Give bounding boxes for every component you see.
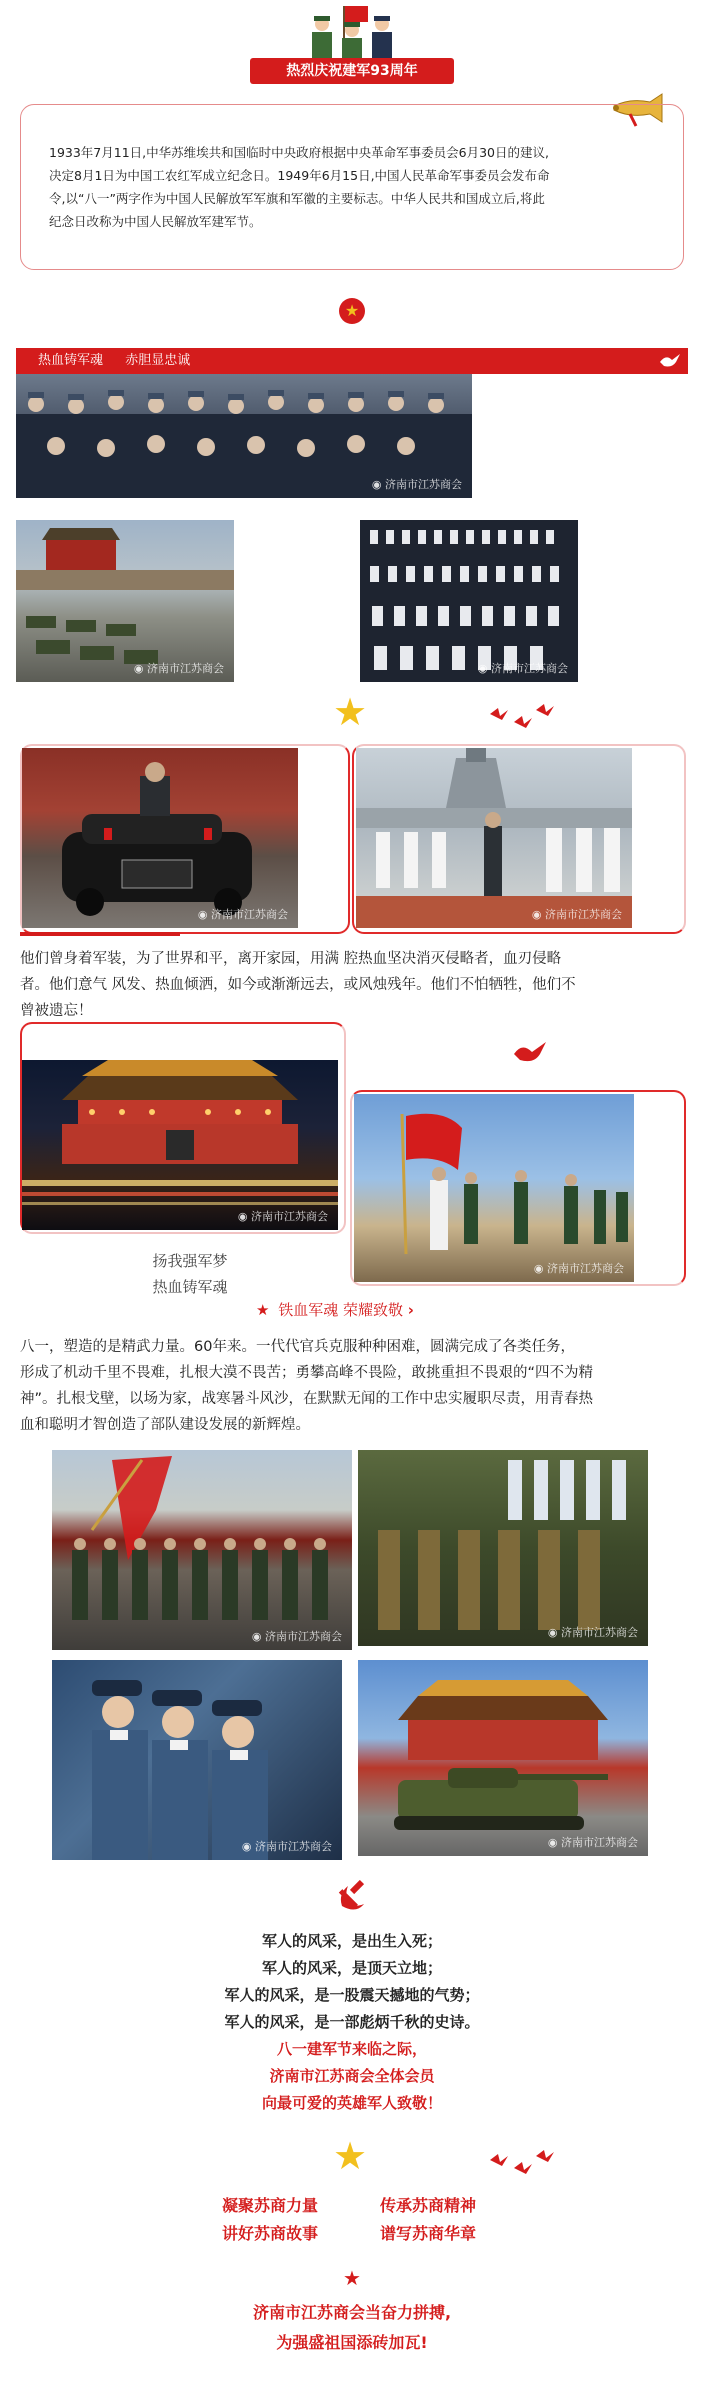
poem-red-line: 八一建军节来临之际，: [276, 2040, 427, 2058]
watermark: ◉ 济南市江苏商会: [198, 906, 288, 922]
paragraph-line: 神”。扎根戈壁，以场为家，战寒暑斗风沙，在默默无闻的工作中忠实履职尽责，用青春热: [20, 1391, 594, 1407]
header-soldiers-graphic: [300, 6, 404, 62]
red-birds-icon: [486, 2146, 556, 2182]
paragraph-2: [20, 1334, 690, 1438]
slogan-line: 谱写苏商华章: [379, 2224, 476, 2243]
poem-line: 军人的风采，是一股震天撼地的气势；: [224, 1986, 480, 2004]
closing-line: 为强盛祖国添砖加瓦!: [276, 2333, 428, 2352]
paragraph-line: 八一，塑造的是精武力量。60年来。一代代官兵克服种种困难，圆满完成了各类任务，: [20, 1339, 575, 1355]
intro-box: [20, 104, 684, 270]
poem-red-line: 济南市江苏商会全体会员: [269, 2067, 435, 2085]
tiananmen-night-photo: [22, 1060, 338, 1230]
watermark: ◉ 济南市江苏商会: [548, 1624, 638, 1640]
intro-line: 1933年7月11日,中华苏维埃共和国临时中央政府根据中央革命军事委员会6月30日的建议,: [49, 145, 549, 160]
poem-line: 军人的风采，是出生入死；: [261, 1932, 442, 1950]
closing-line: 济南市江苏商会当奋力拼搏,: [252, 2303, 452, 2322]
star-badge-icon: ★: [339, 298, 365, 324]
red-star-icon: ★: [343, 2266, 361, 2290]
poem-line: 军人的风采，是一部彪炳千秋的史诗。: [224, 2013, 480, 2031]
closing-block: [150, 2298, 554, 2358]
watermark: ◉ 济南市江苏商会: [372, 476, 462, 492]
watermark: ◉ 济南市江苏商会: [548, 1834, 638, 1850]
slogan-line: 讲好苏商故事: [221, 2224, 318, 2243]
watermark: ◉ 济南市江苏商会: [534, 1260, 624, 1276]
poem-red-line: 向最可爱的英雄军人致敬！: [261, 2094, 442, 2112]
caption-line: 热血铸军魂: [152, 1278, 228, 1296]
flag-guard-photo: [354, 1094, 634, 1282]
watermark: ◉ 济南市江苏商会: [238, 1208, 328, 1224]
section-header-left: 热血铸军魂: [38, 353, 104, 368]
navy-ship-review-photo: [356, 748, 632, 928]
intro-line: 决定8月1日为中国工农红军成立纪念日。1949年6月15日,中国人民革命军事委员会发布命: [49, 168, 550, 183]
chevron-right-icon: ›: [407, 1301, 414, 1319]
red-birds-icon: [486, 700, 556, 736]
paragraph-line: 形成了机动千里不畏难，扎根大漠不畏苦；勇攀高峰不畏险，敢挑重担不畏艰的“四不为精: [20, 1365, 594, 1381]
red-dove-icon: [512, 1040, 548, 1066]
red-accent-bar: [20, 932, 180, 936]
tank-tiananmen-photo: [358, 1660, 648, 1856]
section-header-right: 赤胆显忠诚: [125, 353, 191, 368]
camo-march-photo: [358, 1450, 648, 1646]
marching-soldiers-photo: [52, 1450, 352, 1650]
watermark: ◉ 济南市江苏商会: [532, 906, 622, 922]
poem-block: [100, 1928, 604, 2117]
banner-title: 热烈庆祝建军93周年: [250, 58, 454, 84]
intro-line: 纪念日改称为中国人民解放军建军节。: [49, 214, 262, 229]
section-tag: [256, 1298, 456, 1322]
poem-line: 军人的风采，是顶天立地；: [261, 1959, 442, 1977]
gold-star-icon: ★: [332, 690, 368, 734]
paragraph-1: [20, 946, 690, 1024]
female-soldiers-photo: [52, 1660, 342, 1860]
watermark: ◉ 济南市江苏商会: [242, 1838, 332, 1854]
dove-icon: [658, 352, 682, 370]
tank-parade-photo: [16, 520, 234, 682]
navy-troops-photo: [16, 374, 472, 498]
paragraph-line: 曾被遗忘！: [20, 1003, 93, 1019]
intro-line: 令,以“八一”两字作为中国人民解放军军旗和军徽的主要标志。中华人民共和国成立后,将此: [49, 191, 545, 206]
hammer-sickle-icon: [334, 1880, 368, 1914]
slogans-left: [200, 2192, 340, 2248]
paragraph-line: 血和聪明才智创造了部队建设发展的新辉煌。: [20, 1417, 310, 1433]
photo-caption: [90, 1248, 290, 1300]
tag-star-icon: ★: [256, 1301, 270, 1319]
caption-line: 扬我强军梦: [152, 1252, 228, 1270]
leader-car-photo: [22, 748, 298, 928]
slogans-right: [358, 2192, 498, 2248]
paragraph-line: 他们曾身着军装，为了世界和平，离开家园，用满 腔热血坚决消灭侵略者，血刃侵略: [20, 951, 562, 967]
slogan-line: 凝聚苏商力量: [221, 2196, 318, 2215]
paragraph-line: 者。他们意气 风发、热血倾洒，如今或渐渐远去，或风烛残年。他们不怕牺牲，他们不: [20, 977, 576, 993]
watermark: ◉ 济南市江苏商会: [252, 1628, 342, 1644]
watermark: ◉ 济南市江苏商会: [478, 660, 568, 676]
watermark: ◉ 济南市江苏商会: [134, 660, 224, 676]
section-header-bar: [16, 348, 688, 374]
navy-formation-photo: [360, 520, 578, 682]
gold-star-icon: ★: [332, 2134, 368, 2178]
tag-text: 铁血军魂 荣耀致敬: [278, 1301, 404, 1319]
slogan-line: 传承苏商精神: [379, 2196, 476, 2215]
